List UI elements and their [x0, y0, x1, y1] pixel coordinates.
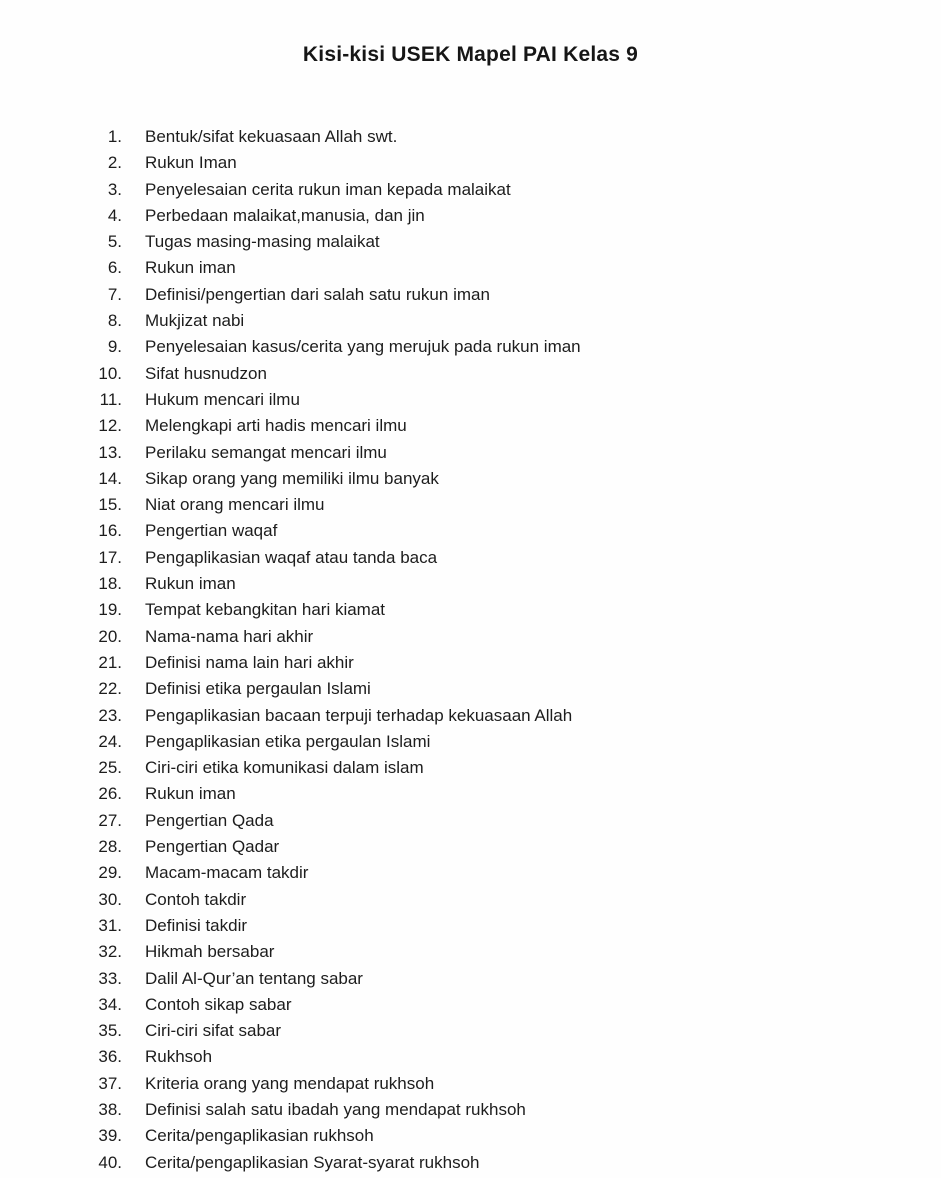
item-number: 12. — [98, 416, 122, 436]
item-number: 38. — [98, 1099, 122, 1119]
item-text: Tugas masing-masing malaikat — [145, 232, 380, 252]
item-number: 15. — [98, 495, 122, 515]
item-number: 36. — [98, 1047, 122, 1067]
item-text: Rukun iman — [145, 784, 236, 804]
item-number: 10. — [98, 363, 122, 383]
item-number: 20. — [98, 626, 122, 646]
item-number: 21. — [98, 652, 122, 672]
item-text: Pengertian waqaf — [145, 521, 278, 541]
item-text: Rukun Iman — [145, 153, 237, 173]
item-text: Macam-macam takdir — [145, 863, 309, 883]
list-item — [0, 887, 941, 913]
list-item — [0, 992, 941, 1018]
item-number: 28. — [98, 837, 122, 857]
list-item — [0, 150, 941, 176]
page-title: Kisi-kisi USEK Mapel PAI Kelas 9 — [302, 43, 639, 66]
item-number: 9. — [107, 337, 122, 357]
item-number: 26. — [98, 784, 122, 804]
list-item — [0, 1123, 941, 1149]
list-item — [0, 676, 941, 702]
list-item — [0, 755, 941, 781]
list-item — [0, 545, 941, 571]
item-number: 29. — [98, 863, 122, 883]
list-item — [0, 308, 941, 334]
item-text: Rukhsoh — [145, 1047, 213, 1067]
item-number: 14. — [98, 468, 122, 488]
item-number: 7. — [107, 284, 122, 304]
item-number: 16. — [98, 521, 122, 541]
item-number: 34. — [98, 994, 122, 1014]
item-number: 13. — [98, 442, 122, 462]
list-item — [0, 282, 941, 308]
item-text: Pengaplikasian waqaf atau tanda baca — [145, 547, 438, 567]
list-item — [0, 203, 941, 229]
item-number: 39. — [98, 1126, 122, 1146]
item-text: Ciri-ciri sifat sabar — [145, 1021, 282, 1041]
item-number: 18. — [98, 574, 122, 594]
item-text: Melengkapi arti hadis mencari ilmu — [145, 416, 407, 436]
list-item — [0, 860, 941, 886]
item-text: Niat orang mencari ilmu — [145, 495, 325, 515]
list-item — [0, 939, 941, 965]
topic-list — [0, 124, 941, 1176]
item-number: 11. — [99, 389, 122, 409]
item-number: 35. — [98, 1021, 122, 1041]
item-text: Definisi salah satu ibadah yang mendapat rukhsoh — [145, 1099, 526, 1119]
item-number: 32. — [98, 942, 122, 962]
item-text: Definisi takdir — [145, 915, 248, 935]
item-text: Contoh sikap sabar — [145, 994, 292, 1014]
list-item — [0, 361, 941, 387]
item-text: Perbedaan malaikat,manusia, dan jin — [145, 205, 425, 225]
list-item — [0, 255, 941, 281]
list-item — [0, 781, 941, 807]
list-item — [0, 571, 941, 597]
item-text: Pengertian Qada — [145, 810, 274, 830]
item-text: Penyelesaian cerita rukun iman kepada malaikat — [145, 179, 511, 199]
item-number: 37. — [98, 1073, 122, 1093]
item-text: Pengertian Qadar — [145, 837, 280, 857]
item-number: 30. — [98, 889, 122, 909]
item-number: 25. — [98, 758, 122, 778]
list-item — [0, 650, 941, 676]
item-text: Ciri-ciri etika komunikasi dalam islam — [145, 758, 424, 778]
item-text: Mukjizat nabi — [145, 311, 245, 331]
list-item — [0, 1018, 941, 1044]
list-item — [0, 124, 941, 150]
item-text: Definisi etika pergaulan Islami — [145, 679, 371, 699]
list-item — [0, 1097, 941, 1123]
item-number: 5. — [107, 232, 122, 252]
list-item — [0, 597, 941, 623]
item-number: 4. — [107, 205, 122, 225]
item-text: Dalil Al-Qur’an tentang sabar — [145, 968, 363, 988]
list-item — [0, 834, 941, 860]
item-text: Nama-nama hari akhir — [145, 626, 314, 646]
list-item — [0, 466, 941, 492]
list-item — [0, 1071, 941, 1097]
item-text: Pengaplikasian etika pergaulan Islami — [145, 731, 431, 751]
item-text: Bentuk/sifat kekuasaan Allah swt. — [145, 127, 398, 146]
item-text: Penyelesaian kasus/cerita yang merujuk pada rukun iman — [145, 337, 581, 357]
item-text: Sikap orang yang memiliki ilmu banyak — [145, 468, 439, 488]
item-text: Pengaplikasian bacaan terpuji terhadap kekuasaan Allah — [145, 705, 573, 725]
list-item — [0, 703, 941, 729]
item-number: 8. — [107, 311, 122, 331]
list-item — [0, 229, 941, 255]
item-number: 24. — [98, 731, 122, 751]
list-item — [0, 413, 941, 439]
list-item — [0, 518, 941, 544]
list-item — [0, 387, 941, 413]
item-text: Definisi/pengertian dari salah satu rukun iman — [145, 284, 490, 304]
item-text: Hikmah bersabar — [145, 942, 275, 962]
item-text: Cerita/pengaplikasian Syarat-syarat rukhsoh — [145, 1152, 480, 1172]
item-text: Rukun iman — [145, 258, 236, 278]
item-number: 2. — [107, 153, 122, 173]
item-text: Cerita/pengaplikasian rukhsoh — [145, 1126, 374, 1146]
item-number: 33. — [98, 968, 122, 988]
item-number: 23. — [98, 705, 122, 725]
list-item — [0, 729, 941, 755]
item-number: 19. — [98, 600, 122, 620]
item-text: Contoh takdir — [145, 889, 247, 909]
item-text: Rukun iman — [145, 574, 236, 594]
list-item — [0, 1150, 941, 1176]
list-item — [0, 334, 941, 360]
list-item — [0, 1044, 941, 1070]
item-text: Definisi nama lain hari akhir — [145, 652, 354, 672]
list-item — [0, 913, 941, 939]
item-number: 3. — [107, 179, 122, 199]
item-number: 27. — [98, 810, 122, 830]
item-number: 6. — [107, 258, 122, 278]
item-text: Perilaku semangat mencari ilmu — [145, 442, 387, 462]
item-text: Kriteria orang yang mendapat rukhsoh — [145, 1073, 435, 1093]
list-item — [0, 492, 941, 518]
list-item — [0, 177, 941, 203]
item-number: 17. — [98, 547, 122, 567]
list-item — [0, 624, 941, 650]
item-number: 31. — [98, 915, 122, 935]
item-text: Hukum mencari ilmu — [145, 389, 300, 409]
list-item — [0, 440, 941, 466]
item-text: Tempat kebangkitan hari kiamat — [145, 600, 386, 620]
item-number: 22. — [98, 679, 122, 699]
list-item — [0, 966, 941, 992]
list-item — [0, 808, 941, 834]
item-text: Sifat husnudzon — [145, 363, 267, 383]
item-number: 1. — [107, 127, 122, 146]
item-number: 40. — [98, 1152, 122, 1172]
